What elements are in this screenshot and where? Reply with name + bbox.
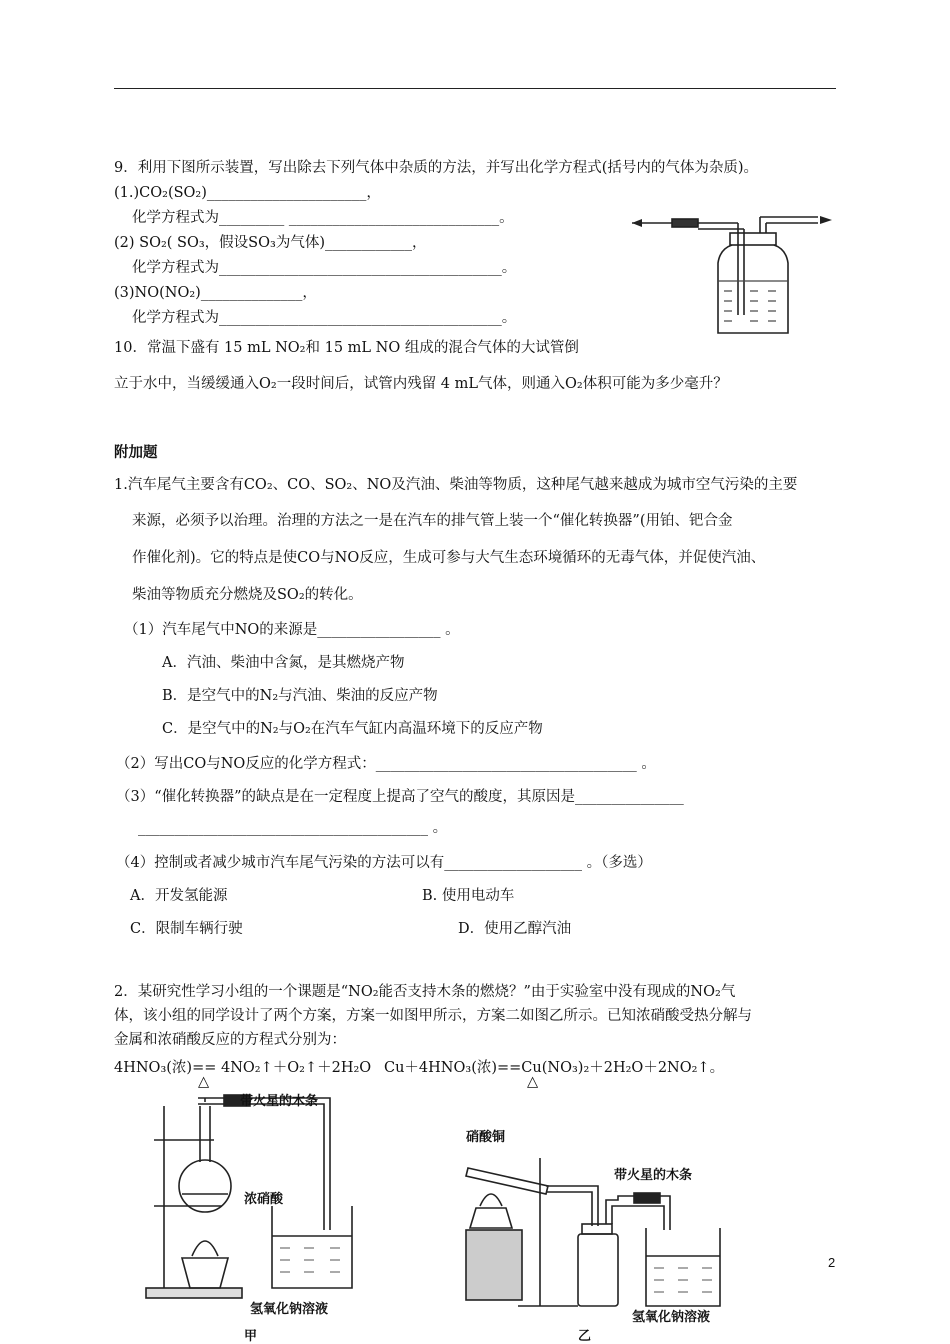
bonus-q1-choice-a: A．开发氢能源 — [130, 888, 228, 904]
label-naoh-solution-b: 氢氧化钠溶液 — [632, 1310, 711, 1325]
bonus-q1-option-c: C．是空气中的N₂与O₂在汽车气缸内高温环境下的反应产物 — [162, 721, 543, 737]
bonus-q1-option-b: B．是空气中的N₂与汽油、柴油的反应产物 — [162, 688, 438, 704]
label-glowing-splint-a: 带火星的木条 — [240, 1094, 319, 1109]
header-rule — [114, 88, 836, 89]
wash-bottle-figure — [628, 205, 838, 340]
bonus-q1-line4: 柴油等物质充分燃烧及SO₂的转化。 — [132, 587, 363, 603]
bonus-q1-line3: 作催化剂)。它的特点是使CO与NO反应，生成可参与大气生态环境循环的无毒气体，并促使汽油、 — [132, 550, 766, 566]
page-number: 2 — [828, 1255, 836, 1270]
q9-part1: (1.)CO₂(SO₂)______________________， — [114, 185, 381, 201]
bonus-q1-choice-c: C．限制车辆行驶 — [130, 921, 243, 937]
bonus-q1-sub3-cont: ________________________________________ 。 — [138, 820, 448, 836]
heat-triangle-b: △ — [527, 1074, 539, 1090]
q9-eq1: 化学方程式为_________ _____________________________。 — [132, 210, 514, 226]
label-glowing-splint-b: 带火星的木条 — [614, 1168, 693, 1183]
bonus-q2-line3: 金属和浓硝酸反应的方程式分别为： — [114, 1032, 346, 1048]
q9-part2: (2) SO₂( SO₃，假设SO₃为气体)____________， — [114, 235, 427, 251]
figure-caption-a: 甲 — [244, 1329, 258, 1344]
q9-part3: (3)NO(NO₂)______________， — [114, 285, 317, 301]
bonus-q1-sub4: （4）控制或者减少城市汽车尾气污染的方法可以有___________________ 。（多选） — [116, 855, 652, 871]
bonus-title: 附加题 — [114, 445, 158, 461]
q10-line2: 立于水中，当缓缓通入O₂一段时间后，试管内残留 4 mL气体，则通入O₂体积可能为多少毫升？ — [114, 376, 728, 392]
q9-eq2: 化学方程式为_______________________________________。 — [132, 260, 517, 276]
bonus-q1-sub2: （2）写出CO与NO反应的化学方程式：____________________________________ 。 — [116, 756, 656, 772]
bonus-q2-equation-b: Cu＋4HNO₃(浓)==Cu(NO₃)₂＋2H₂O＋2NO₂↑。 — [384, 1060, 725, 1076]
bonus-q1-sub1: （1）汽车尾气中NO的来源是_________________ 。 — [124, 622, 460, 638]
label-copper-nitrate: 硝酸铜 — [466, 1130, 506, 1145]
bonus-q1-line2: 来源，必须予以治理。治理的方法之一是在汽车的排气管上装一个“催化转换器”(用铂、钯合金 — [132, 513, 733, 529]
q10-line1: 10．常温下盛有 15 mL NO₂和 15 mL NO 组成的混合气体的大试管倒 — [114, 340, 579, 356]
bonus-q1-line1: 1.汽车尾气主要含有CO₂、CO、SO₂、NO及汽油、柴油等物质，这种尾气越来越成为城市空气污染的主要 — [114, 477, 798, 493]
bonus-q1-option-a: A．汽油、柴油中含氮，是其燃烧产物 — [162, 655, 405, 671]
bonus-q2-equation-a: 4HNO₃(浓)== 4NO₂↑＋O₂↑＋2H₂O — [114, 1060, 372, 1076]
bonus-q2-line1: 2．某研究性学习小组的一个课题是“NO₂能否支持木条的燃烧？”由于实验室中没有现成的NO₂气 — [114, 984, 736, 1000]
heat-triangle-a: △ — [198, 1074, 210, 1090]
bonus-q1-choice-b: B. 使用电动车 — [422, 888, 515, 904]
label-conc-nitric-acid: 浓硝酸 — [244, 1192, 284, 1207]
q9-stem: 9．利用下图所示装置，写出除去下列气体中杂质的方法，并写出化学方程式(括号内的气体为杂质)。 — [114, 160, 759, 176]
label-naoh-solution-a: 氢氧化钠溶液 — [250, 1302, 329, 1317]
figure-caption-b: 乙 — [578, 1329, 592, 1344]
bonus-q1-sub3: （3）“催化转换器”的缺点是在一定程度上提高了空气的酸度，其原因是_______________ — [116, 789, 684, 805]
bonus-q2-line2: 体，该小组的同学设计了两个方案，方案一如图甲所示，方案二如图乙所示。已知浓硝酸受热分解与 — [114, 1008, 752, 1024]
bonus-q1-choice-d: D．使用乙醇汽油 — [458, 921, 572, 937]
q9-eq3: 化学方程式为_______________________________________。 — [132, 310, 517, 326]
